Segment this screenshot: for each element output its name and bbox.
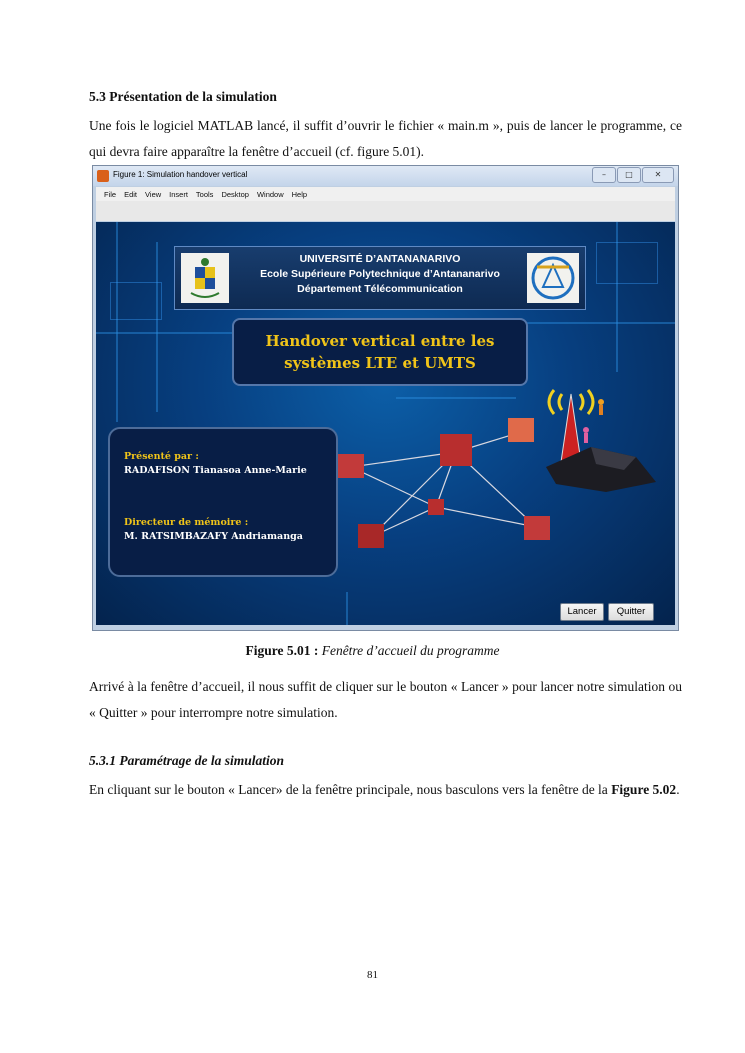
network-node (338, 454, 364, 478)
matlab-icon (97, 170, 109, 182)
network-node (508, 418, 534, 442)
school-logo (527, 253, 579, 303)
circuit-trace (516, 322, 675, 324)
circuit-trace (116, 222, 118, 422)
figure-label: Figure 5.01 : (245, 643, 319, 658)
close-button[interactable]: ✕ (642, 167, 674, 183)
menu-file[interactable]: File (104, 189, 117, 199)
figure-reference: Figure 5.02 (611, 782, 677, 797)
toolbar (96, 201, 675, 221)
university-banner (174, 246, 586, 310)
menu-insert[interactable]: Insert (169, 189, 188, 199)
subsection-title: 5.3.1 Paramétrage de la simulation (89, 753, 285, 768)
figure-caption (0, 643, 745, 659)
network-node (428, 499, 444, 515)
quitter-button[interactable]: Quitter (608, 603, 654, 621)
section-title: 5.3 Présentation de la simulation (89, 89, 277, 104)
school-name: Ecole Supérieure Polytechnique d’Antananarivo (260, 268, 500, 280)
circuit-chip (596, 242, 658, 284)
menu-window[interactable]: Window (256, 189, 284, 199)
welcome-canvas (96, 222, 675, 625)
intro-paragraph: Une fois le logiciel MATLAB lancé, il suffit d’ouvrir le fichier « main.m », puis de lancer le programme, ce qui devra faire apparaître la fenêtre d’accueil (cf. figure 5.01). (89, 118, 682, 159)
lancer-button[interactable]: Lancer (560, 603, 604, 621)
minimize-button[interactable]: – (592, 167, 616, 183)
menu-desktop[interactable]: Desktop (221, 189, 249, 199)
director-label: Directeur de mémoire : (124, 517, 249, 528)
network-node (440, 434, 472, 466)
figure-text: Fenêtre d’accueil du programme (321, 643, 500, 658)
simulation-heading (232, 318, 528, 386)
network-node (524, 516, 550, 540)
matlab-figure-window (92, 165, 679, 631)
network-node (358, 524, 384, 548)
settings-text: En cliquant sur le bouton « Lancer» de la fenêtre principale, nous basculons vers la fenêtre de la (89, 782, 612, 797)
page-number: 81 (367, 969, 378, 981)
department-name: Département Télécommunication (297, 283, 463, 295)
circuit-trace (396, 397, 516, 399)
settings-paragraph (89, 777, 682, 803)
credits-panel (108, 427, 338, 577)
presenter-name: RADAFISON Tianasoa Anne-Marie (124, 465, 307, 476)
university-logo (181, 253, 229, 303)
menu-help[interactable]: Help (291, 189, 308, 199)
menu-tools[interactable]: Tools (195, 189, 214, 199)
window-titlebar[interactable] (93, 166, 678, 186)
presenter-label: Présenté par : (124, 451, 199, 462)
heading-line-1: Handover vertical entre les (265, 332, 495, 350)
network-illustration (326, 412, 556, 592)
antenna-illustration (536, 372, 666, 492)
circuit-trace (156, 242, 158, 412)
menu-bar (96, 187, 675, 201)
university-name: UNIVERSITÉ D’ANTANANARIVO (299, 253, 461, 265)
welcome-paragraph: Arrivé à la fenêtre d’accueil, il nous suffit de cliquer sur le bouton « Lancer » pour lancer notre simulation ou « Quitter » pour interrompre notre simulation. (89, 679, 682, 720)
menu-edit[interactable]: Edit (124, 189, 138, 199)
heading-line-2: systèmes LTE et UMTS (284, 354, 476, 372)
settings-text-end: . (676, 782, 680, 797)
menu-view[interactable]: View (145, 189, 162, 199)
circuit-chip (110, 282, 162, 320)
circuit-trace (346, 592, 348, 625)
window-title: Figure 1: Simulation handover vertical (113, 170, 248, 179)
director-name: M. RATSIMBAZAFY Andriamanga (124, 531, 303, 542)
maximize-button[interactable]: □ (617, 167, 641, 183)
